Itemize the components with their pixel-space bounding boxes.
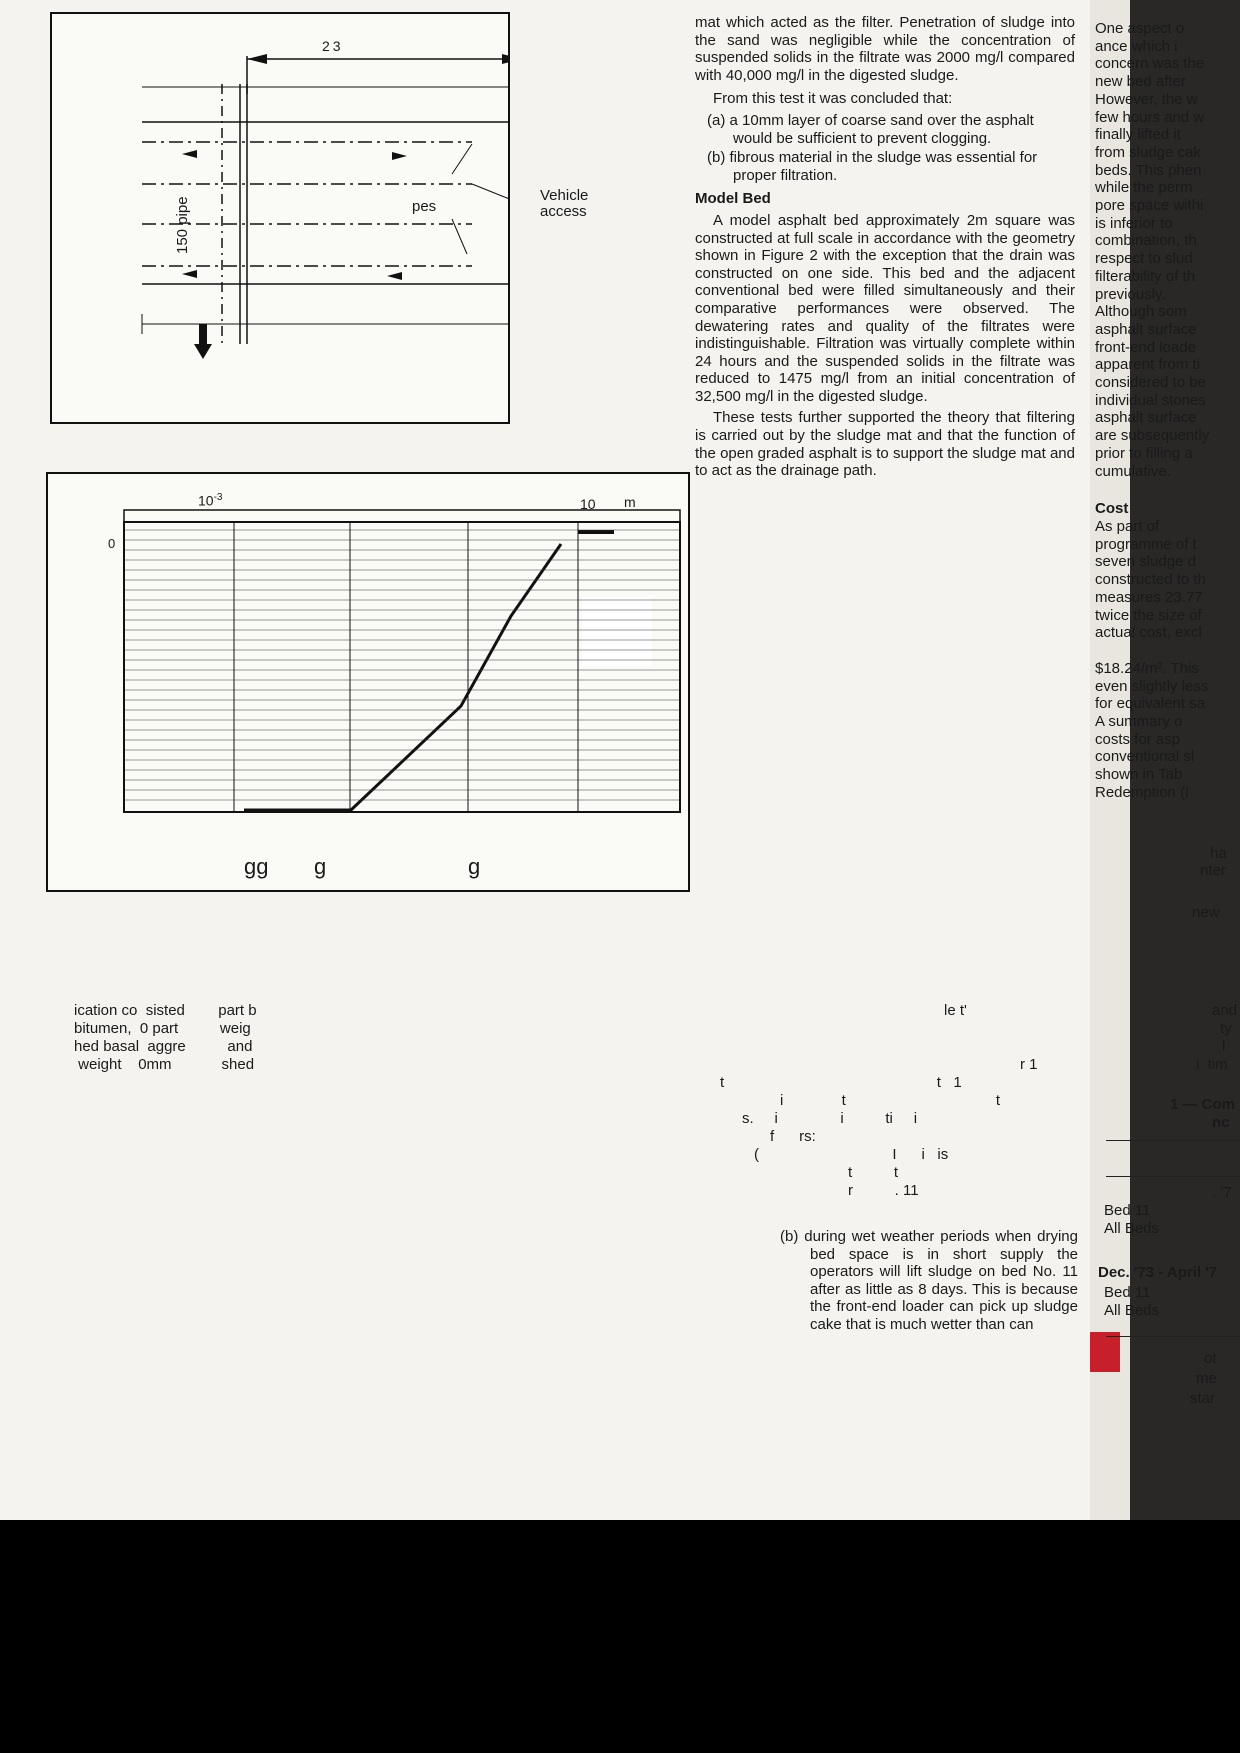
mid-fragment-8: t t — [848, 1164, 899, 1181]
right-line-7: from sludge cak — [1095, 143, 1201, 161]
right-frag-me: me — [1196, 1370, 1217, 1387]
right-line-24: prior to filling a — [1095, 444, 1193, 462]
cost2-line-5: conventional sl — [1095, 748, 1195, 766]
mid-fragment-5: s. i i ti i — [742, 1110, 918, 1127]
right-lines-top — [1095, 20, 1240, 480]
right-line-25: cumulative. — [1095, 462, 1171, 480]
cost2-line-4: costs for asp — [1095, 730, 1181, 748]
right-line-4: However, the w — [1095, 90, 1198, 108]
mid-fragment-3: t t 1 — [720, 1074, 962, 1091]
paragraph-tests: These tests further supported the theory that filtering is carried out by the sludge mat and that the function of the open graded asphalt is to support the sludge mat and to act as the drainage path. — [695, 409, 1075, 480]
pipe-label: 150 pipe — [174, 196, 191, 254]
left-fragment-line-4: weight 0mm shed — [74, 1056, 255, 1073]
left-fragment-line-1: ication co sisted part b — [74, 1002, 257, 1019]
all-beds-label-a: All Beds — [1104, 1220, 1160, 1237]
figure-grading-chart — [46, 472, 690, 892]
right-lines-cost2 — [1095, 660, 1240, 802]
caption-fragment-2: g — [314, 854, 327, 879]
bed11-label-b: Bed 11 — [1104, 1284, 1151, 1301]
right-line-21: individual stones — [1095, 391, 1206, 409]
center-text-column — [695, 14, 1075, 480]
paragraph-concluded: From this test it was concluded that: — [713, 90, 953, 108]
right-line-3: new bed after — [1095, 73, 1186, 91]
right-line-16: Although som — [1095, 303, 1187, 321]
right-line-11: is inferior to — [1095, 214, 1173, 232]
right-line-6: finally lifted it — [1095, 126, 1181, 144]
y-axis-label: 0 — [108, 536, 116, 551]
conclusion-item-a: (a) a 10mm layer of coarse sand over the asphalt would be sufficient to prevent clogging. — [707, 111, 1034, 147]
axis-label-left: $10^{-3}$ — [198, 492, 223, 509]
right-line-1: ance which i — [1095, 37, 1178, 55]
cost-line-3: constructed to th — [1095, 571, 1206, 589]
right-line-14: filterability of th — [1095, 267, 1196, 285]
bed11-label-a: Bed 11 — [1104, 1202, 1151, 1219]
cost-line-1: programme of t — [1095, 535, 1197, 553]
grading-chart-svg — [48, 474, 688, 890]
left-fragment-line-2: bitumen, 0 part weig — [74, 1020, 251, 1037]
right-line-22: asphalt surface — [1095, 409, 1197, 427]
heading-model-bed: Model Bed — [695, 190, 771, 208]
mid-fragment-6: f rs: — [770, 1128, 816, 1145]
cost-line-4: measures 23.77 — [1095, 588, 1203, 606]
right-frag-new: new — [1192, 904, 1220, 921]
table-title-2: nc — [1212, 1114, 1230, 1131]
period-label: Dec. '73 - April '7 — [1098, 1264, 1218, 1281]
conclusion-list — [707, 112, 1075, 184]
cost-line-2: seven sludge d — [1095, 553, 1196, 571]
cost-heading: Cost — [1095, 500, 1129, 518]
right-line-19: apparent from ti — [1095, 356, 1201, 374]
right-line-2: concern was the — [1095, 55, 1205, 73]
red-tab — [1090, 1332, 1120, 1372]
figure-plan-drawing — [50, 12, 510, 424]
table-rule-3 — [1106, 1336, 1240, 1337]
axis-exponent: -3 — [213, 492, 223, 503]
right-frag-ha: ha — [1210, 845, 1227, 862]
paragraph-penetration: mat which acted as the filter. Penetration of sludge into the sand was negligible while the concentration of suspended solids in the filtrate was 2000 mg/l compared with 40,000 mg/l in the digested sludge. — [695, 14, 1075, 84]
cost2-line-1: even slightly less — [1095, 677, 1209, 695]
cost2-line-2: for equivalent sa — [1095, 695, 1206, 713]
all-beds-label-b: All Beds — [1104, 1302, 1160, 1319]
right-line-0: One aspect o — [1095, 20, 1185, 37]
right-frag-star: star — [1190, 1390, 1216, 1407]
right-frag-nter: nter — [1200, 862, 1226, 879]
cost2-line-0: $18.24/m². This — [1095, 659, 1199, 677]
plan-drawing-svg — [52, 14, 508, 422]
mid-fragment-1: le t' — [944, 1002, 967, 1019]
cost2-line-7: Redemption (I — [1095, 783, 1190, 801]
mid-fragment-7: ( I i is — [754, 1146, 949, 1163]
right-frag-ty: ty — [1220, 1020, 1232, 1037]
mid-fragment-4: i t t — [780, 1092, 1001, 1109]
pes-label: pes — [412, 198, 437, 215]
left-fragment-line-3: hed basal aggre and — [74, 1038, 253, 1055]
cost-line-5: twice the size of — [1095, 606, 1202, 624]
mid-fragment-2: r 1 — [1020, 1056, 1038, 1073]
right-line-15: previously. — [1095, 285, 1166, 303]
table-rule-2 — [1106, 1176, 1240, 1177]
right-frag-tim: i tim — [1196, 1056, 1228, 1073]
vehicle-access-label-outer: Vehicle access — [540, 187, 589, 220]
right-partial-column — [1095, 20, 1240, 802]
table-row-dot: . '7 — [1212, 1184, 1232, 1201]
right-line-12: combination, th — [1095, 232, 1197, 250]
dimension-23-label: 23 — [322, 38, 344, 54]
right-line-23: are subsequently — [1095, 427, 1210, 445]
axis-label-right: 10 — [580, 496, 596, 512]
right-line-5: few hours and w — [1095, 108, 1205, 126]
caption-fragment-3: g — [468, 854, 481, 879]
item-b-wet-weather — [780, 1228, 1078, 1334]
right-frag-and: and — [1212, 1002, 1238, 1019]
cost2-line-6: shown in Tab — [1095, 766, 1183, 784]
right-line-18: front-end loade — [1095, 338, 1196, 356]
cost-line-6: actual cost, excl — [1095, 624, 1202, 642]
right-line-9: while the perm — [1095, 179, 1193, 197]
item-b-text: (b) during wet weather periods when drying bed space is in short supply the operators will lift sludge on bed No. 11 after as little as 8 days. This is because the front-end loader can pick up sludge cake that is much wetter than can — [780, 1228, 1078, 1333]
table-title-1: 1 — Com — [1170, 1096, 1236, 1113]
right-frag-ot: ot — [1204, 1350, 1217, 1367]
table-rule-1 — [1106, 1140, 1240, 1141]
right-frag-l: l — [1222, 1038, 1226, 1055]
mid-fragment-9: r . 11 — [848, 1182, 919, 1199]
right-lines-cost — [1095, 518, 1240, 642]
right-line-13: respect to slud — [1095, 250, 1193, 268]
right-line-10: pore space withi — [1095, 197, 1204, 215]
caption-fragment-1: gg — [244, 854, 269, 879]
right-line-20: considered to be — [1095, 374, 1206, 392]
cost2-line-3: A summary o — [1095, 713, 1183, 731]
conclusion-item-b: (b) fibrous material in the sludge was essential for proper filtration. — [707, 149, 1038, 184]
paragraph-model-bed: A model asphalt bed approximately 2m square was constructed at full scale in accordance with the geometry shown in Figure 2 with the exception that the drain was constructed on one side. This bed and the adjacent conventional bed were filled simultaneously and their comparative performances were observed. The dewatering rates and quality of the filtrates were indistinguishable. Filtration was virtually complete within 24 hours and the suspended solids in the filtrate was reduced to 1475 mg/l from an initial concentration of 32,500 mg/l in the digested sludge. — [695, 211, 1075, 405]
axis-unit: m — [624, 494, 636, 510]
right-line-17: asphalt surface — [1095, 320, 1197, 338]
right-line-8: beds. This phen — [1095, 161, 1202, 179]
cost-line-0: As part of — [1095, 517, 1160, 535]
